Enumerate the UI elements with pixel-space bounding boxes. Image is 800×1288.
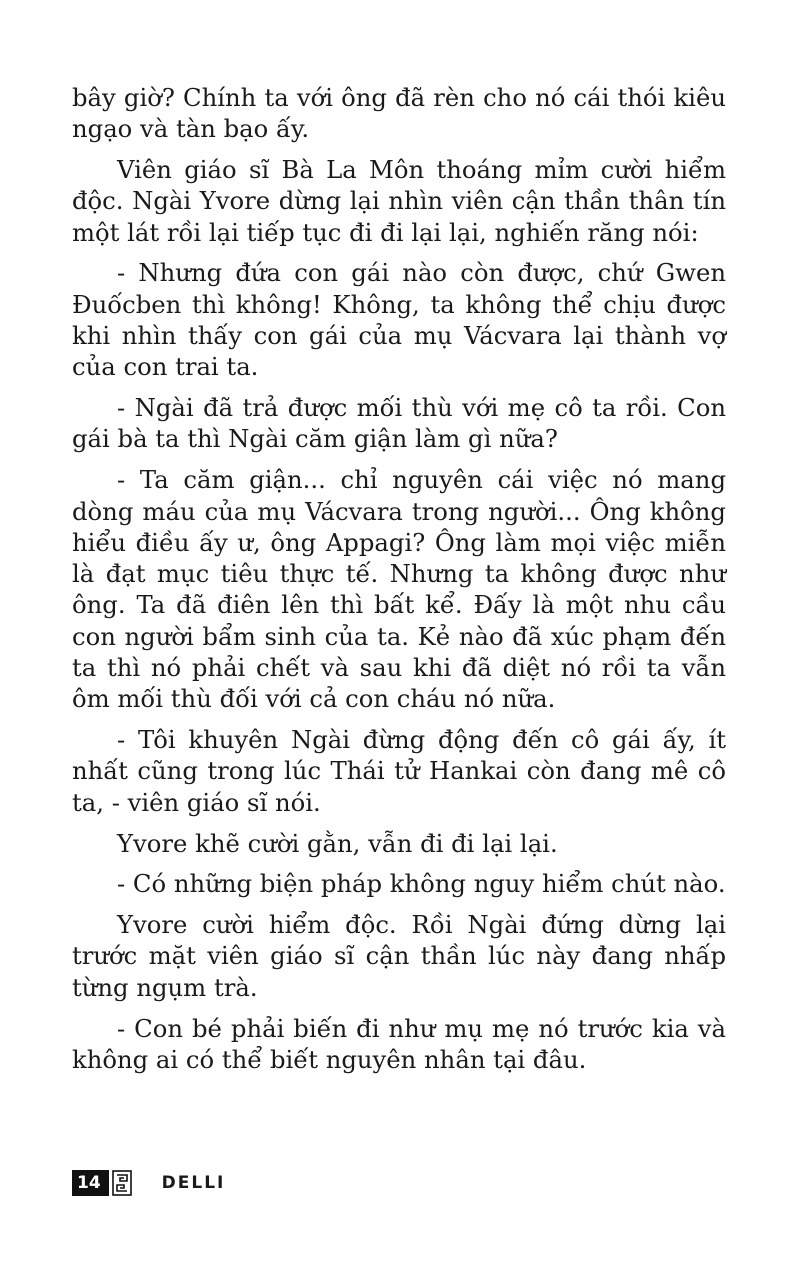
body-text	[72, 82, 726, 1085]
paragraph: - Có những biện pháp không nguy hiểm chút nào.	[117, 869, 726, 899]
paragraph: - Nhưng đứa con gái nào còn được, chứ Gwen Đuốcben thì không! Không, ta không thể chịu được khi nhìn thấy con gái của mụ Vácvara lại thành vợ của con trai ta.	[72, 258, 726, 382]
paragraph: - Ngài đã trả được mối thù với mẹ cô ta rồi. Con gái bà ta thì Ngài căm giận làm gì nữa?	[72, 393, 726, 454]
page-footer	[72, 1169, 225, 1197]
paragraph: Yvore khẽ cười gằn, vẫn đi đi lại lại.	[117, 828, 558, 858]
square-spiral-ornament-icon	[112, 1170, 132, 1196]
paragraph: - Con bé phải biến đi như mụ mẹ nó trước kia và không ai có thể biết nguyên nhân tại đâu.	[72, 1013, 726, 1074]
brand-name: DELLI	[161, 1173, 226, 1193]
paragraph: - Ta căm giận... chỉ nguyên cái việc nó mang dòng máu của mụ Vácvara trong người... Ông không hiểu điều ấy ư, ông Appagi? Ông làm mọi việc miễn là đạt mục tiêu thực tế. Nhưng ta không được như ông. Ta đã điên lên thì bất kể. Đấy là một nhu cầu con người bẩm sinh của ta. Kẻ nào đã xúc phạm đến ta thì nó phải chết và sau khi đã diệt nó rồi ta vẫn ôm mối thù đối với cả con cháu nó nữa.	[72, 465, 726, 714]
paragraph: Yvore cười hiểm độc. Rồi Ngài đứng dừng lại trước mặt viên giáo sĩ cận thần lúc này đang nhấp từng ngụm trà.	[72, 910, 726, 1002]
paragraph: - Tôi khuyên Ngài đừng động đến cô gái ấy, ít nhất cũng trong lúc Thái tử Hankai còn đang mê cô ta, - viên giáo sĩ nói.	[72, 725, 726, 817]
page-number: 14	[72, 1170, 109, 1196]
paragraph: Viên giáo sĩ Bà La Môn thoáng mỉm cười hiểm độc. Ngài Yvore dừng lại nhìn viên cận thần thân tín một lát rồi lại tiếp tục đi đi lại lại, nghiến răng nói:	[72, 155, 726, 247]
paragraph: bây giờ? Chính ta với ông đã rèn cho nó cái thói kiêu ngạo và tàn bạo ấy.	[72, 83, 726, 144]
